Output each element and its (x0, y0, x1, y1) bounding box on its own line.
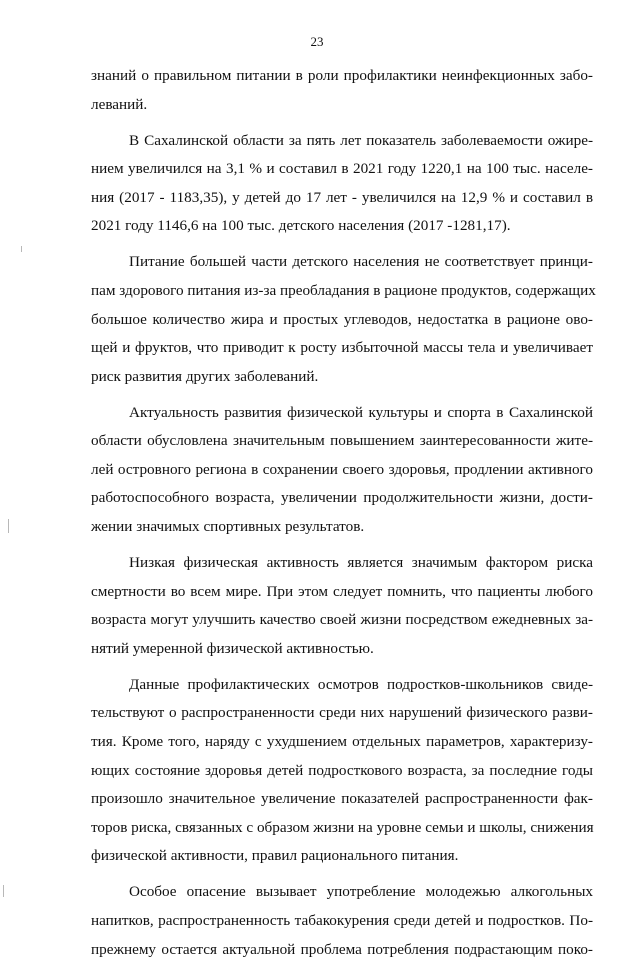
text-line: Питание большей части детского населения не соответствует принци- (129, 253, 593, 271)
paragraph (91, 62, 593, 119)
text-line: возраста могут улучшить качество своей жизни посредством ежедневных за- (91, 611, 593, 629)
page-number: 23 (310, 34, 324, 49)
scan-mark (8, 519, 9, 533)
text-line: щей и фруктов, что приводит к росту избыточной массы тела и увеличивает (91, 339, 593, 357)
text-line: напитков, распространенность табакокурения среди детей и подростков. По- (91, 911, 593, 929)
body-text (91, 62, 596, 964)
scan-mark (3, 885, 4, 897)
text-line: работоспособного возраста, увеличении продолжительности жизни, дости- (91, 489, 593, 507)
text-line: области обусловлена значительным повышением заинтересованности жите- (91, 432, 593, 450)
text-line: прежнему остается актуальной проблема потребления подрастающим поко- (91, 940, 593, 958)
paragraph (91, 671, 593, 871)
text-line: произошло значительное увеличение показателей распространенности фак- (91, 790, 593, 808)
text-line: смертности во всем мире. При этом следует помнить, что пациенты любого (91, 582, 593, 600)
paragraph (91, 248, 596, 391)
text-line: тельствуют о распространенности среди них нарушений физического разви- (91, 704, 593, 722)
text-line: тия. Кроме того, наряду с ухудшением отдельных параметров, характеризу- (91, 733, 593, 751)
text-line: знаний о правильном питании в роли профилактики неинфекционных забо- (91, 67, 593, 84)
paragraph (91, 127, 593, 241)
text-line: Низкая физическая активность является значимым фактором риска (129, 554, 593, 572)
text-line: ния (2017 - 1183,35), у детей до 17 лет - увеличился на 12,9 % и составил в (91, 188, 593, 206)
text-line: Актуальность развития физической культуры и спорта в Сахалинской (129, 403, 593, 421)
text-line: пам здорового питания из-за преобладания в рационе продуктов, содержащих (91, 281, 596, 299)
text-line: нятий умеренной физической активностью. (91, 639, 374, 657)
text-line: физической активности, правил рационального питания. (91, 847, 459, 865)
text-line: ющих состояние здоровья детей подросткового возраста, за последние годы (91, 761, 593, 779)
text-line: лей островного региона в сохранении своего здоровья, продлении активного (91, 460, 593, 478)
text-line: торов риска, связанных с образом жизни на уровне семьи и школы, снижения (91, 818, 594, 836)
text-line: нием увеличился на 3,1 % и составил в 2021 году 1220,1 на 100 тыс. населе- (91, 160, 593, 178)
text-line: 2021 году 1146,6 на 100 тыс. детского населения (2017 -1281,17). (91, 217, 511, 235)
paragraph (91, 399, 593, 542)
paragraph (91, 549, 593, 663)
scan-mark (21, 246, 22, 252)
text-line: В Сахалинской области за пять лет показатель заболеваемости ожире- (129, 131, 593, 149)
paragraph (91, 878, 593, 964)
text-line: Данные профилактических осмотров подростков-школьников свиде- (129, 675, 593, 693)
text-line: леваний. (91, 95, 148, 113)
text-line: жении значимых спортивных результатов. (91, 518, 365, 536)
text-line: Особое опасение вызывает употребление молодежью алкогольных (129, 883, 593, 901)
text-line: риск развития других заболеваний. (91, 367, 319, 385)
text-line: большое количество жира и простых углеводов, недостатка в рационе ово- (91, 310, 593, 328)
